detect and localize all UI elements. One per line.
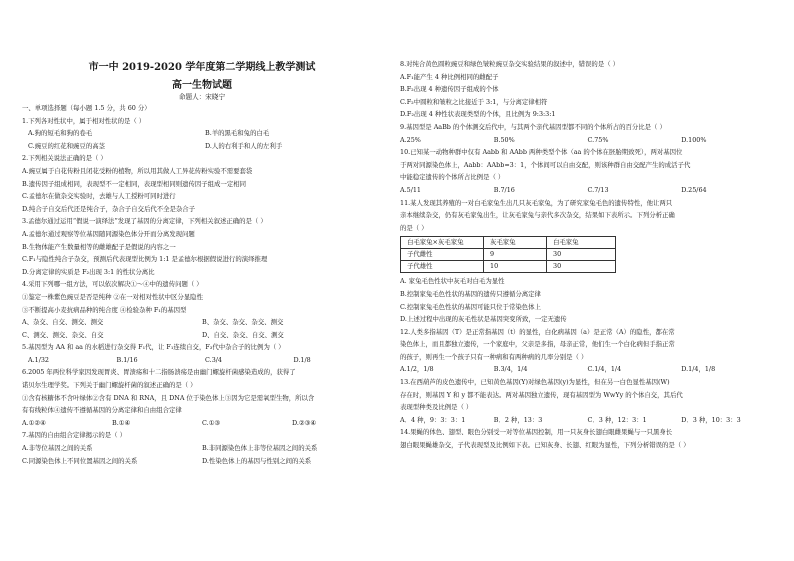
question-9: 9.基因型是 AaBb 的个体测交后代中，与其两个亲代基因型都不同的个体所占的百分比是（ ）	[400, 122, 666, 131]
question-3: 3.孟德尔通过运用“假说一演绎法”发现了基因的分离定律，下列相关叙述正确的是（ ）	[22, 217, 267, 226]
question-6-options	[22, 417, 382, 430]
option: A.5/11	[400, 185, 421, 194]
table-cell: 10	[484, 261, 547, 273]
option: A.1/32	[28, 355, 49, 364]
question-10-cont: 中能稳定遗传的个体所占比例是（ ）	[400, 173, 505, 182]
option: D、自交、杂交、自交、测交	[202, 330, 284, 339]
question-14: 14.果蝇的体色、翅型、眼色分别受一对等位基因控制，用一只灰身长翅白眼雌果蝇与一只黑身长	[400, 428, 673, 437]
question-5-options	[22, 354, 382, 367]
rabbit-cross-table	[400, 236, 616, 273]
question-12-cont: 的孩子，则再生一个孩子只有一种病和有两种病的几率分别是（ ）	[400, 352, 588, 361]
option: A．4 种，9：3：3：1	[400, 415, 466, 424]
option: A.①②④	[22, 418, 46, 427]
option: A、杂交、自交、测交、测交	[22, 318, 104, 327]
option: B.非同源染色体上非等位基因之间的关系	[202, 444, 318, 453]
question-10: 10.已知某一动物种群中仅有 Aabb 和 AAbb 两种类型个体（aa 的个体在胚胎期致死），两对基因位	[400, 148, 683, 157]
section-heading: 一、单项选择题（每小题 1.5 分，共 60 分）	[22, 104, 151, 112]
option: B.F₂出现 4 种遗传因子组成的个体	[400, 85, 499, 94]
question-1: 1.下列各对性状中，属于相对性状的是（ ）	[22, 116, 146, 125]
option: B.7/16	[493, 185, 515, 194]
question-7-options	[22, 442, 382, 455]
table-cell: 子代雌性	[401, 249, 484, 261]
option: D.25/64	[681, 185, 707, 194]
option: B.3/4，1/4	[493, 365, 528, 374]
option: D.F₂出现 4 种性状表现类型的个体，且比例为 9:3:3:1	[400, 110, 556, 119]
option: C.1/4，1/4	[587, 365, 622, 374]
question-6-cont: 诺贝尔生理学奖。下列关于幽门螺旋杆菌的叙述正确的是（ ）	[22, 381, 197, 390]
option: B、杂交、杂交、杂交、测交	[202, 318, 284, 327]
question-11-cont: 的是（ ）	[400, 223, 428, 232]
option: C.豌豆的红花和豌豆的高茎	[28, 141, 105, 150]
option: D.分离定律的实质是 F₂出现 3:1 的性状分离比	[22, 267, 155, 276]
question-11-cont: 亲本继续杂交，仍有灰毛家兔出生，让灰毛家兔与亲代多次杂交，结果如下表所示。下列分析正确	[400, 211, 675, 220]
table-header-cell: 白毛家兔	[547, 237, 616, 249]
question-12-cont: 染色体上，而且都独立遗传，一个家庭中，父亲是多指，母亲正常，他们生一个白化病但手指正常	[400, 340, 675, 349]
table-cell: 30	[547, 261, 616, 273]
option: D.纯合子自交后代还是纯合子，杂合子自交后代不全是杂合子	[22, 204, 196, 213]
question-12: 12.人类多指基因（T）是正常指基因（t）的显性，白化病基因（a）是正常（A）的隐性，都在常	[400, 327, 675, 336]
option: D.人的右利手和人的左利手	[205, 141, 283, 150]
option: A.1/2，1/8	[400, 365, 434, 374]
table-cell: 9	[484, 249, 547, 261]
option: D.1/8	[293, 355, 311, 364]
question-10-cont: 于两对同源染色体上，Aabb：AAbb=3：1，个体间可以自由交配，则该种群自由交配产生的成活子代	[400, 160, 691, 169]
option: D.性染色体上的基因与性别之间的关系	[202, 456, 312, 465]
table-header-row	[401, 237, 616, 249]
exam-author: 命题人：宋晓宁	[178, 93, 226, 101]
option: D.1/4，1/8	[681, 365, 716, 374]
question-9-options	[400, 134, 775, 147]
table-cell: 子代雄性	[401, 261, 484, 273]
question-4: 4.采用下列哪一组方法，可以依次解决①～④中的遗传问题（ ）	[22, 280, 203, 289]
question-7-options	[22, 455, 382, 468]
question-4-options	[22, 329, 382, 342]
question-4-item: ①鉴定一株紫色豌豆是否是纯种 ②在一对相对性状中区分显隐性	[22, 292, 203, 301]
option: D.100%	[681, 135, 707, 144]
question-6: 6.2005 年两位科学家因发现胃炎、胃溃疡和十二指肠溃疡是由幽门螺旋杆菌感染造成的，获得了	[22, 368, 296, 377]
question-6-cont: 有有线粒体④遗传不遵循基因的分离定律和自由组合定律	[22, 406, 182, 415]
table-header-cell: 白毛家兔×灰毛家兔	[401, 237, 484, 249]
question-11: 11.某人发现其养殖的一对白毛家兔生出几只灰毛家兔，为了研究家兔毛色的遗传特性，他让两只	[400, 198, 673, 207]
option: B.1/16	[116, 355, 138, 364]
option: A.孟德尔通过观察等位基因随同源染色体分开而分离发现问题	[22, 229, 195, 238]
option: C.F₁与隐性纯合子杂交，预测后代表现型比例为 1:1 是孟德尔根据假说进行的演绎推理	[22, 255, 268, 264]
option: C、测交、测交、杂交、自交	[22, 330, 104, 339]
option: C.7/13	[587, 185, 609, 194]
option: A. 家兔毛色性状中灰毛对白毛为显性	[400, 277, 505, 286]
option: A.狗的短毛和狗的卷毛	[28, 129, 93, 138]
table-header-cell: 灰毛家兔	[484, 237, 547, 249]
option: C.①③	[202, 418, 221, 427]
question-13: 13.在西葫芦的皮色遗传中，已知黄色基因(Y)对绿色基因(y)为显性，但在另一白色显性基因(W)	[400, 378, 670, 387]
question-12-options	[400, 363, 775, 376]
option: B.羊的黑毛和兔的白毛	[205, 129, 270, 138]
option: B．2 种，13：3	[493, 415, 543, 424]
question-4-item: ③不断提高小麦抗病品种的纯合度 ④检验杂种 F₁的基因型	[22, 305, 187, 314]
right-column	[400, 58, 775, 452]
question-8: 8.对纯合黄色圆粒豌豆和绿色皱粒豌豆杂交实验结果的叙述中，错误的是（ ）	[400, 60, 620, 68]
question-1-options	[22, 140, 382, 153]
question-2: 2.下列相关说法正确的是（ ）	[22, 154, 107, 163]
option: B.控制家兔毛色性状的基因的遗传只遵循分离定律	[400, 289, 541, 298]
question-13-cont: 存在时，则基因 Y 和 y 都不能表达。两对基因独立遗传，现有基因型为 WwYy 的个体自交，其后代	[400, 390, 683, 399]
option: B.50%	[493, 135, 515, 144]
question-1-options	[22, 127, 382, 140]
exam-title: 市一中 2019-2020 学年度第二学期线上教学测试	[88, 62, 316, 73]
option: A.豌豆属于自花传粉且闭花受粉的植物，所以用其做人工异花传粉实验不需要套袋	[22, 166, 253, 175]
option: A.F₁能产生 4 种比例相同的雌配子	[400, 72, 499, 81]
question-7: 7.基因的自由组合定律揭示的是（ ）	[22, 431, 126, 440]
question-13-options	[400, 414, 775, 427]
option: C.3/4	[205, 355, 222, 364]
option: C.同源染色体上不同位置基因之间的关系	[22, 456, 138, 465]
question-10-options	[400, 184, 775, 197]
question-4-options	[22, 316, 382, 329]
option: C.75%	[587, 135, 609, 144]
left-column	[22, 102, 382, 467]
table-row	[401, 249, 616, 261]
option: A.25%	[400, 135, 421, 144]
option: B.生物体能产生数量相等的雌雄配子是假说的内容之一	[22, 242, 176, 251]
question-6-cont: ①含有核糖体不含叶绿体②含有 DNA 和 RNA，且 DNA 位于染色体上③因为它是需氧型生物，所以含	[22, 393, 315, 402]
option: A.非等位基因之间的关系	[22, 444, 93, 453]
question-5: 5.基因型为 AA 和 aa 的水稻进行杂交得 F₁代，让 F₁连续自交，F₃代中杂合子的比例为（ ）	[22, 343, 285, 352]
option: D.②③④	[292, 418, 317, 427]
option: B.遗传因子组成相同，表现型不一定相同，表现型相同则遗传因子组成一定相同	[22, 179, 247, 188]
option: D.上述过程中出现的灰毛性状是基因突变所致，一定无遗传	[400, 315, 567, 324]
option: C.孟德尔在做杂交实验时，去雄与人工授粉可同时进行	[22, 192, 176, 201]
option: C.F₂中圆粒和皱粒之比接近于 3:1，与分离定律相符	[400, 97, 548, 106]
option: B.①④	[112, 418, 131, 427]
question-13-cont: 表现型种类及比例是（ ）	[400, 403, 473, 412]
option: C.控制家兔毛色性状的基因可能只位于常染色体上	[400, 302, 541, 311]
table-cell: 30	[547, 249, 616, 261]
exam-subtitle: 高一生物试题	[172, 80, 232, 91]
question-14-cont: 翅白眼果蝇雄杂交，子代表现型及比例如下表。已知灰身、长翅、红眼为显性，下列分析错误的是（ ）	[400, 441, 690, 450]
option: D．3 种，10：3：3	[681, 415, 741, 424]
table-row	[401, 261, 616, 273]
option: C．3 种，12：3：1	[587, 415, 647, 424]
